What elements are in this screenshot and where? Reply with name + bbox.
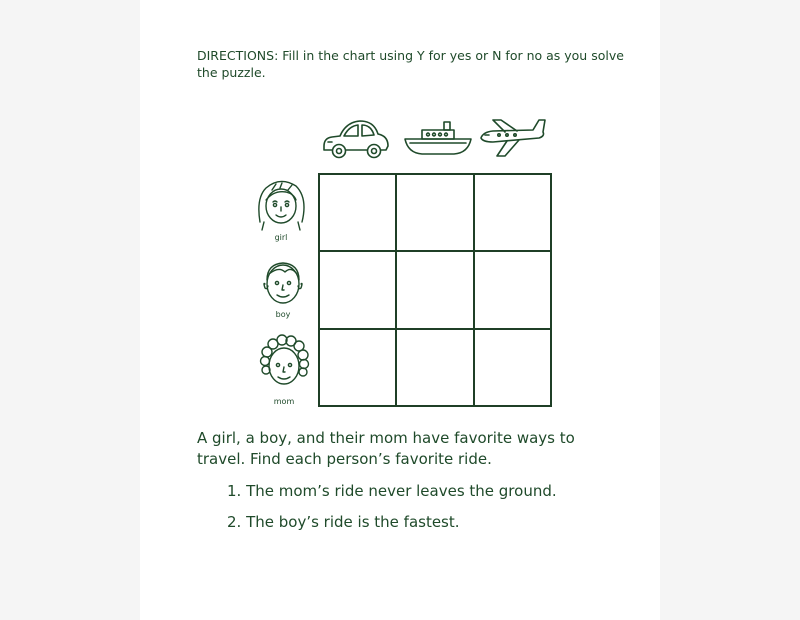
grid-cell-boy-airplane[interactable]	[474, 251, 551, 328]
right-margin	[660, 0, 800, 620]
logic-grid	[318, 173, 552, 407]
row-label-mom: mom	[273, 397, 295, 406]
grid-cell-mom-boat[interactable]	[396, 329, 473, 406]
car-icon	[320, 116, 392, 162]
girl-face-icon	[252, 178, 310, 234]
mom-face-icon	[253, 332, 315, 394]
clue-1: 1. The mom’s ride never leaves the ground.	[227, 482, 557, 500]
grid-cell-boy-boat[interactable]	[396, 251, 473, 328]
row-label-girl: girl	[274, 233, 288, 242]
grid-cell-girl-boat[interactable]	[396, 174, 473, 251]
grid-cell-girl-airplane[interactable]	[474, 174, 551, 251]
left-margin	[0, 0, 140, 620]
boy-face-icon	[255, 256, 311, 310]
boat-icon	[402, 119, 474, 157]
row-label-boy: boy	[275, 310, 291, 319]
grid-cell-mom-car[interactable]	[319, 329, 396, 406]
clue-2: 2. The boy’s ride is the fastest.	[227, 513, 460, 531]
airplane-icon	[477, 116, 549, 160]
story-text: A girl, a boy, and their mom have favorite ways to travel. Find each person’s favorite ride.	[197, 429, 575, 468]
grid-cell-mom-airplane[interactable]	[474, 329, 551, 406]
grid-cell-boy-car[interactable]	[319, 251, 396, 328]
grid-cell-girl-car[interactable]	[319, 174, 396, 251]
directions-text: DIRECTIONS: Fill in the chart using Y for yes or N for no as you solve the puzzle.	[197, 48, 624, 80]
